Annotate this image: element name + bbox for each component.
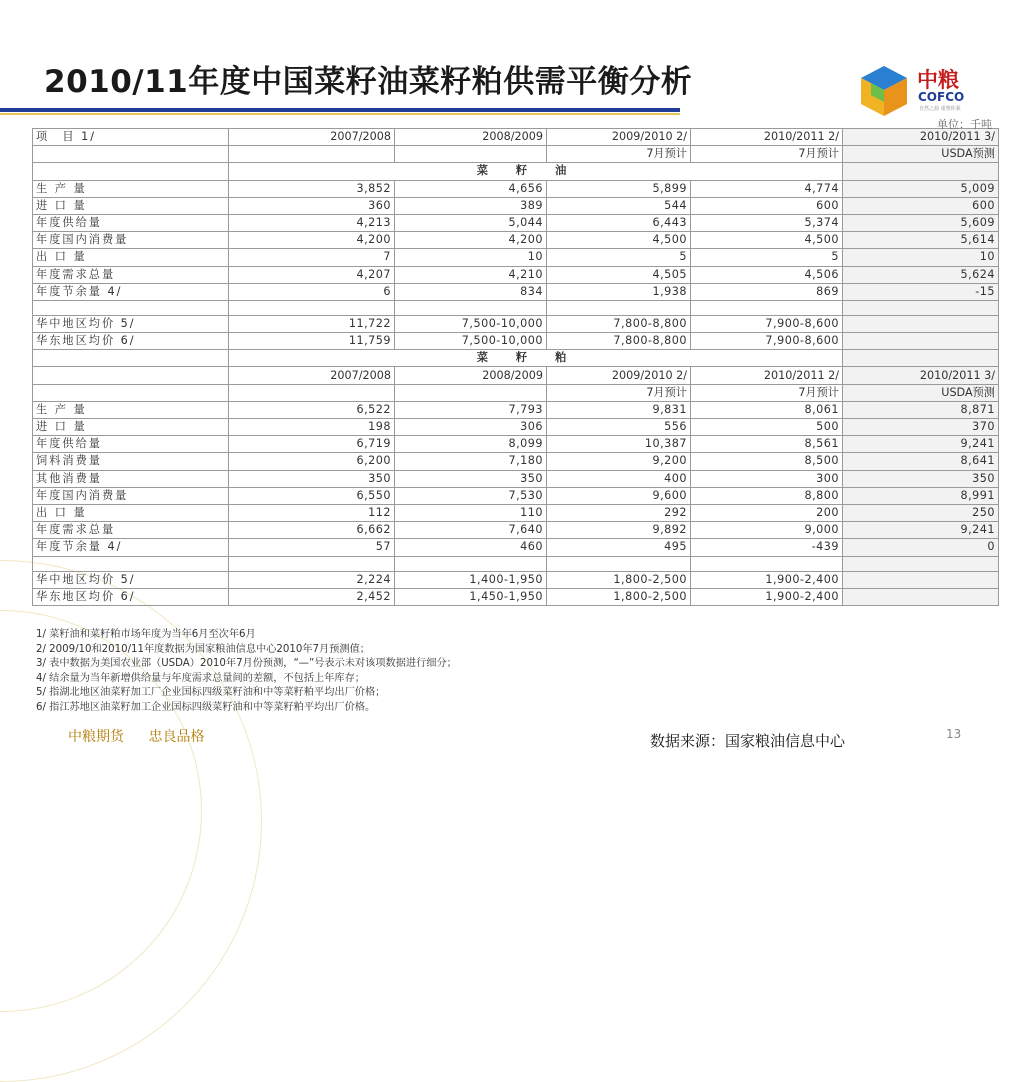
- table-cell: 4,500: [691, 232, 843, 249]
- header-row: [33, 367, 999, 384]
- table-cell: 110: [395, 504, 547, 521]
- empty-cell: [843, 350, 999, 367]
- table-cell: 8,641: [843, 453, 999, 470]
- empty-cell: [33, 556, 229, 571]
- table-cell: 7,180: [395, 453, 547, 470]
- table-cell: 1,450-1,950: [395, 588, 547, 605]
- table-cell: 4,656: [395, 180, 547, 197]
- row-label: 生 产 量: [33, 401, 229, 418]
- table-cell: 5,009: [843, 180, 999, 197]
- table-cell: 9,200: [547, 453, 691, 470]
- table-cell: 8,871: [843, 401, 999, 418]
- table-cell: 360: [229, 197, 395, 214]
- table-cell: 2007/2008: [229, 129, 395, 146]
- row-label: 年度节余量 4/: [33, 539, 229, 556]
- table-cell: 306: [395, 419, 547, 436]
- table-cell: 2009/2010 2/: [547, 129, 691, 146]
- unit-label: 单位：千吨: [937, 118, 992, 131]
- table-cell: 389: [395, 197, 547, 214]
- table-row: [33, 504, 999, 521]
- row-label: 年度节余量 4/: [33, 283, 229, 300]
- table-cell: 7,800-8,800: [547, 333, 691, 350]
- table-cell: 8,991: [843, 487, 999, 504]
- row-label: 项 目 1/: [33, 129, 229, 146]
- empty-cell: [33, 300, 229, 315]
- row-label: 年度需求总量: [33, 266, 229, 283]
- table-cell: 4,207: [229, 266, 395, 283]
- table-cell: [843, 588, 999, 605]
- row-label: 年度供给量: [33, 214, 229, 231]
- empty-cell: [33, 350, 229, 367]
- table-cell: 4,213: [229, 214, 395, 231]
- spacer-row: [33, 300, 999, 315]
- table-cell: 834: [395, 283, 547, 300]
- table-cell: 2010/2011 2/: [691, 367, 843, 384]
- table-cell: USDA预测: [843, 384, 999, 401]
- table-cell: 5,374: [691, 214, 843, 231]
- row-label: 生 产 量: [33, 180, 229, 197]
- table-cell: 370: [843, 419, 999, 436]
- price-row: [33, 588, 999, 605]
- table-cell: 1,400-1,950: [395, 571, 547, 588]
- table-cell: 7,900-8,600: [691, 333, 843, 350]
- table-cell: 1,900-2,400: [691, 588, 843, 605]
- row-label: 进 口 量: [33, 419, 229, 436]
- table-cell: 57: [229, 539, 395, 556]
- table-cell: 6,550: [229, 487, 395, 504]
- table-cell: 7: [229, 249, 395, 266]
- cofco-logo: [855, 62, 985, 122]
- footer-brand: [68, 726, 224, 746]
- table-cell: 869: [691, 283, 843, 300]
- table-cell: 7,500-10,000: [395, 333, 547, 350]
- title-accent-line: [0, 113, 680, 115]
- row-label: 华东地区均价 6/: [33, 333, 229, 350]
- table-row: [33, 487, 999, 504]
- table-row: [33, 401, 999, 418]
- row-label: 出 口 量: [33, 504, 229, 521]
- supply-demand-table-container: [32, 118, 998, 626]
- row-label: [33, 367, 229, 384]
- empty-cell: [229, 556, 395, 571]
- logo-english-text: COFCO: [918, 90, 965, 104]
- empty-cell: [395, 300, 547, 315]
- table-cell: 5,614: [843, 232, 999, 249]
- table-cell: 8,500: [691, 453, 843, 470]
- row-label: 年度国内消费量: [33, 232, 229, 249]
- table-cell: 11,759: [229, 333, 395, 350]
- table-cell: 600: [843, 197, 999, 214]
- row-label: 华中地区均价 5/: [33, 571, 229, 588]
- row-label: 其他消费量: [33, 470, 229, 487]
- footnote: 5/ 指湖北地区油菜籽加工厂企业国标四级菜籽油和中等菜籽粕平均出厂价格；: [36, 687, 386, 699]
- table-row: [33, 470, 999, 487]
- table-cell: 8,800: [691, 487, 843, 504]
- row-label: 年度国内消费量: [33, 487, 229, 504]
- table-cell: 8,561: [691, 436, 843, 453]
- table-cell: 5,624: [843, 266, 999, 283]
- empty-cell: [547, 556, 691, 571]
- price-row: [33, 333, 999, 350]
- row-label: 进 口 量: [33, 197, 229, 214]
- table-cell: 2008/2009: [395, 129, 547, 146]
- table-row: [33, 453, 999, 470]
- header-row: [33, 129, 999, 146]
- table-cell: 4,200: [395, 232, 547, 249]
- table-cell: 7,640: [395, 522, 547, 539]
- spacer-row: [33, 556, 999, 571]
- table-row: [33, 214, 999, 231]
- table-cell: 7,530: [395, 487, 547, 504]
- data-source: 数据来源：国家粮油信息中心: [650, 732, 846, 750]
- empty-cell: [843, 163, 999, 180]
- row-label: 华东地区均价 6/: [33, 588, 229, 605]
- table-row: [33, 436, 999, 453]
- table-cell: 4,506: [691, 266, 843, 283]
- table-cell: 4,774: [691, 180, 843, 197]
- table-cell: 1,800-2,500: [547, 588, 691, 605]
- table-cell: 292: [547, 504, 691, 521]
- footnote: 4/ 结余量为当年新增供给量与年度需求总量间的差额，不包括上年库存；: [36, 672, 365, 684]
- table-cell: 1,938: [547, 283, 691, 300]
- row-label: [33, 384, 229, 401]
- table-row: [33, 232, 999, 249]
- table-cell: 556: [547, 419, 691, 436]
- table-cell: 6: [229, 283, 395, 300]
- table-cell: 2007/2008: [229, 367, 395, 384]
- footnote: 2/ 2009/10和2010/11年度数据为国家粮油信息中心2010年7月预测值；: [36, 643, 370, 655]
- table-cell: 300: [691, 470, 843, 487]
- table-row: [33, 539, 999, 556]
- logo-tagline: 自然之源 重塑你我: [919, 106, 961, 112]
- table-cell: 9,892: [547, 522, 691, 539]
- table-row: [33, 283, 999, 300]
- table-cell: 400: [547, 470, 691, 487]
- page-number: 13: [946, 727, 962, 741]
- table-cell: 6,719: [229, 436, 395, 453]
- table-cell: 495: [547, 539, 691, 556]
- table-cell: 2008/2009: [395, 367, 547, 384]
- table-cell: 1,800-2,500: [547, 571, 691, 588]
- table-cell: 600: [691, 197, 843, 214]
- table-cell: 6,443: [547, 214, 691, 231]
- table-cell: 5,899: [547, 180, 691, 197]
- table-cell: [843, 315, 999, 332]
- subheader-row: [33, 384, 999, 401]
- table-cell: 9,241: [843, 436, 999, 453]
- table-cell: 10: [395, 249, 547, 266]
- empty-cell: [547, 300, 691, 315]
- table-cell: [229, 146, 395, 163]
- table-cell: 350: [843, 470, 999, 487]
- footer-company: 中粮期货: [68, 729, 124, 745]
- table-cell: 7,793: [395, 401, 547, 418]
- price-row: [33, 315, 999, 332]
- row-label: 饲料消费量: [33, 453, 229, 470]
- table-cell: [395, 146, 547, 163]
- cofco-cube-icon: [855, 62, 913, 120]
- section-row-meal: [33, 350, 999, 367]
- table-cell: 6,662: [229, 522, 395, 539]
- table-cell: 112: [229, 504, 395, 521]
- table-cell: 200: [691, 504, 843, 521]
- row-label: 出 口 量: [33, 249, 229, 266]
- table-cell: -439: [691, 539, 843, 556]
- table-cell: 7月预计: [691, 384, 843, 401]
- empty-cell: [395, 556, 547, 571]
- table-cell: 544: [547, 197, 691, 214]
- footnote: 1/ 菜籽油和菜籽粕市场年度为当年6月至次年6月: [36, 629, 256, 640]
- empty-cell: [691, 556, 843, 571]
- table-cell: 4,500: [547, 232, 691, 249]
- price-row: [33, 571, 999, 588]
- table-cell: 9,241: [843, 522, 999, 539]
- footnote: 3/ 表中数据为美国农业部（USDA）2010年7月份预测，“—”号表示未对该项数据进行细分；: [36, 658, 457, 670]
- table-cell: 7月预计: [547, 384, 691, 401]
- empty-cell: [691, 300, 843, 315]
- table-cell: -15: [843, 283, 999, 300]
- table-row: [33, 419, 999, 436]
- table-row: [33, 249, 999, 266]
- table-cell: [229, 384, 395, 401]
- table-row: [33, 180, 999, 197]
- row-label: [33, 146, 229, 163]
- table-cell: 4,200: [229, 232, 395, 249]
- table-cell: 198: [229, 419, 395, 436]
- table-cell: 2,452: [229, 588, 395, 605]
- logo-chinese-text: 中粮: [917, 68, 959, 92]
- table-cell: 9,600: [547, 487, 691, 504]
- table-cell: 10,387: [547, 436, 691, 453]
- table-cell: 6,200: [229, 453, 395, 470]
- empty-cell: [843, 300, 999, 315]
- table-cell: 500: [691, 419, 843, 436]
- table-cell: 10: [843, 249, 999, 266]
- table-cell: 7,900-8,600: [691, 315, 843, 332]
- table-cell: 2010/2011 3/: [843, 129, 999, 146]
- table-cell: 2010/2011 2/: [691, 129, 843, 146]
- table-cell: [843, 333, 999, 350]
- table-row: [33, 197, 999, 214]
- table-cell: 1,900-2,400: [691, 571, 843, 588]
- table-cell: 7,500-10,000: [395, 315, 547, 332]
- table-cell: 9,000: [691, 522, 843, 539]
- table-cell: 8,061: [691, 401, 843, 418]
- row-label: 年度供给量: [33, 436, 229, 453]
- table-cell: 5: [691, 249, 843, 266]
- table-cell: 350: [229, 470, 395, 487]
- table-cell: 3,852: [229, 180, 395, 197]
- table-row: [33, 266, 999, 283]
- table-cell: 11,722: [229, 315, 395, 332]
- supply-demand-table: [32, 128, 999, 606]
- row-label: 年度需求总量: [33, 522, 229, 539]
- table-cell: 4,210: [395, 266, 547, 283]
- page-title: 2010/11年度中国菜籽油菜籽粕供需平衡分析: [44, 64, 693, 100]
- section-title: 菜籽粕: [229, 350, 843, 367]
- table-cell: [395, 384, 547, 401]
- table-cell: 2,224: [229, 571, 395, 588]
- table-cell: USDA预测: [843, 146, 999, 163]
- table-cell: 9,831: [547, 401, 691, 418]
- empty-cell: [33, 163, 229, 180]
- table-cell: 2010/2011 3/: [843, 367, 999, 384]
- table-cell: 0: [843, 539, 999, 556]
- section-title: 菜籽油: [229, 163, 843, 180]
- table-cell: 7月预计: [547, 146, 691, 163]
- table-cell: 5,044: [395, 214, 547, 231]
- row-label: 华中地区均价 5/: [33, 315, 229, 332]
- footer-slogan: 忠良品格: [148, 729, 205, 745]
- table-cell: 6,522: [229, 401, 395, 418]
- section-row-oil: [33, 163, 999, 180]
- title-underline: [0, 108, 680, 112]
- table-cell: 7月预计: [691, 146, 843, 163]
- table-cell: 5: [547, 249, 691, 266]
- footnote: 6/ 指江苏地区油菜籽加工企业国标四级菜籽油和中等菜籽粕平均出厂价格。: [36, 701, 376, 713]
- table-cell: 4,505: [547, 266, 691, 283]
- table-cell: 5,609: [843, 214, 999, 231]
- empty-cell: [229, 300, 395, 315]
- table-cell: 250: [843, 504, 999, 521]
- table-cell: [843, 571, 999, 588]
- table-row: [33, 522, 999, 539]
- table-cell: 460: [395, 539, 547, 556]
- footnotes: [36, 628, 996, 716]
- table-cell: 350: [395, 470, 547, 487]
- table-cell: 8,099: [395, 436, 547, 453]
- table-cell: 2009/2010 2/: [547, 367, 691, 384]
- table-cell: 7,800-8,800: [547, 315, 691, 332]
- subheader-row: [33, 146, 999, 163]
- empty-cell: [843, 556, 999, 571]
